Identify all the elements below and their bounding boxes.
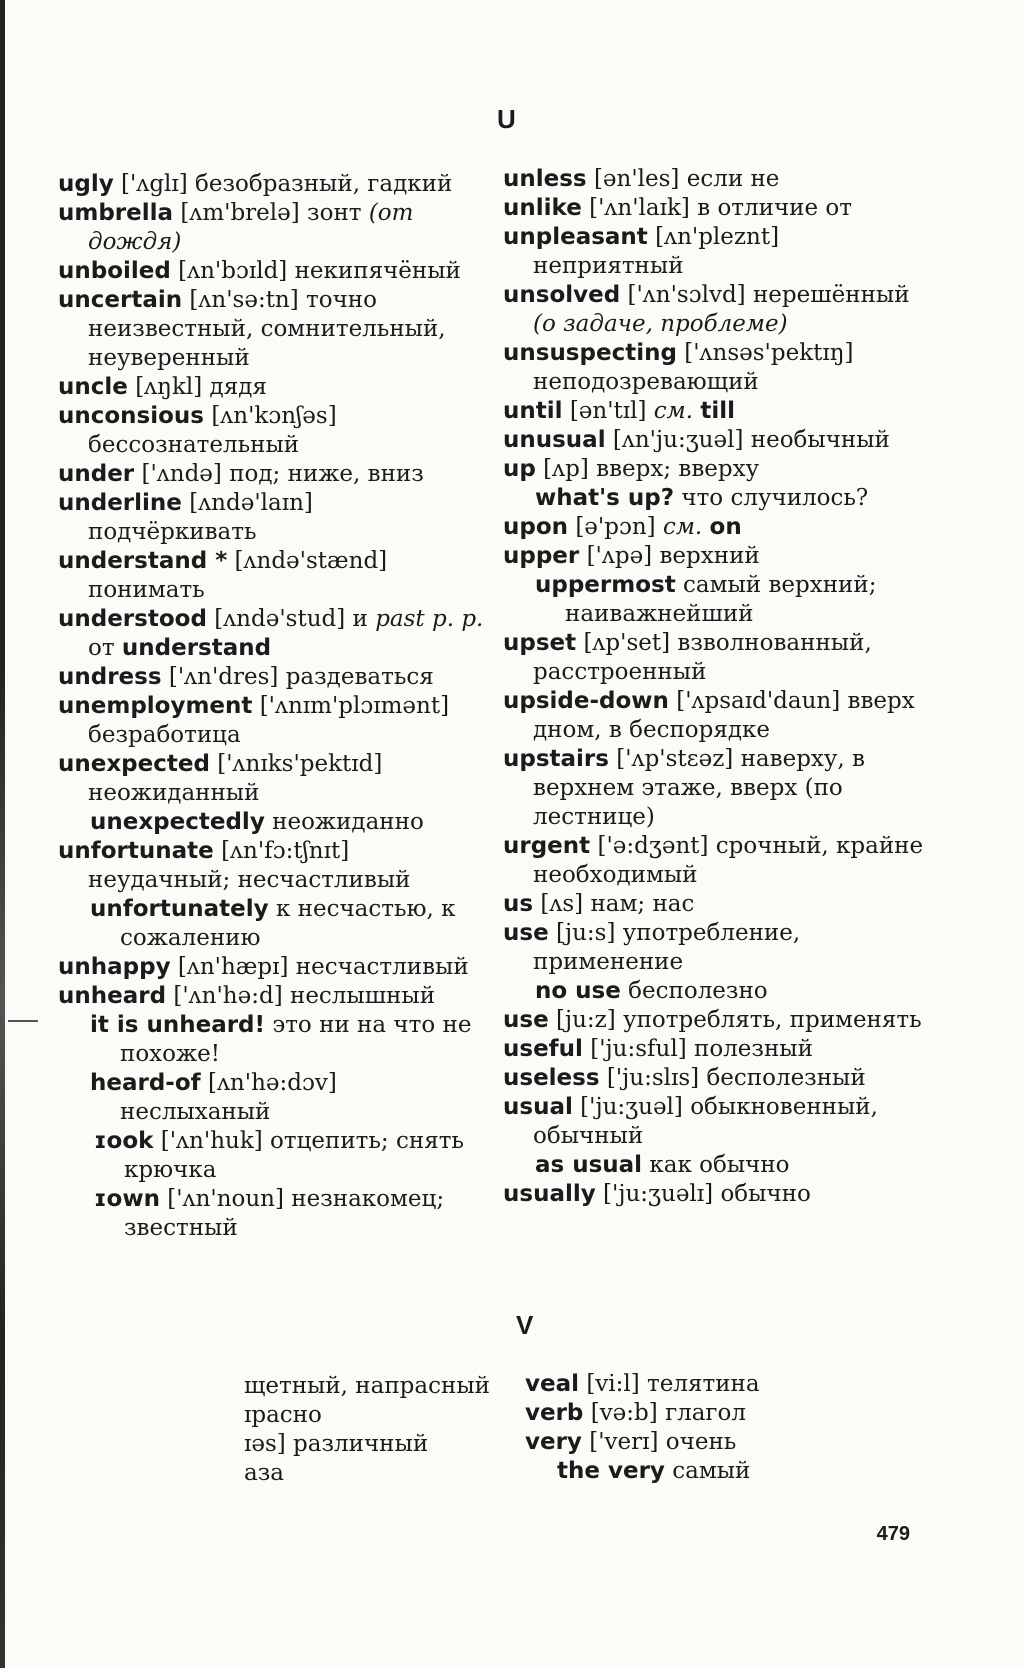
dictionary-entry xyxy=(58,1069,488,1127)
entry-headword: verb xyxy=(525,1400,584,1426)
entry-headword: ugly xyxy=(58,171,114,197)
entry-definition: бесполезный xyxy=(706,1065,866,1091)
dictionary-entry xyxy=(503,339,933,397)
entry-headword: under xyxy=(58,461,135,487)
entry-transcription: [ju:s] xyxy=(555,920,616,946)
entry-note: (от дождя) xyxy=(88,200,414,255)
entry-headword: heard-of xyxy=(90,1070,201,1096)
entry-headword: unsuspecting xyxy=(503,340,677,366)
dictionary-entry xyxy=(525,1428,955,1457)
dictionary-entry xyxy=(503,281,933,339)
entry-definition: неслыханый xyxy=(120,1099,271,1125)
entry-headword: uppermost xyxy=(535,572,676,598)
entry-transcription: [ʌŋkl] xyxy=(135,374,203,400)
entry-definition: от xyxy=(88,635,115,661)
entry-transcription: ['ʌnsəs'pektɪŋ] xyxy=(684,340,854,366)
entry-transcription: [vi:l] xyxy=(586,1371,640,1397)
entry-transcription: [və:b] xyxy=(590,1400,658,1426)
entry-headword: upstairs xyxy=(503,746,609,772)
entry-transcription: ['verɪ] xyxy=(589,1429,659,1455)
entry-definition: это ни на что не похоже! xyxy=(120,1012,472,1067)
entry-definition: подчёркивать xyxy=(88,519,257,545)
entry-definition: щетный, напрасный xyxy=(244,1373,490,1399)
entry-transcription: ['ju:sful] xyxy=(590,1036,687,1062)
entry-definition: ɪəs] различный xyxy=(244,1431,429,1457)
entry-headword: veal xyxy=(525,1371,579,1397)
entry-definition: глагол xyxy=(665,1400,746,1426)
entry-headword: underline xyxy=(58,490,182,516)
entry-definition: неприятный xyxy=(533,253,684,279)
entry-headword: unusual xyxy=(503,427,606,453)
dictionary-entry xyxy=(503,1093,933,1151)
entry-transcription: [ʌndə'laɪn] xyxy=(189,490,313,516)
entry-transcription: [ʌn'hə:dɔv] xyxy=(207,1070,337,1096)
entry-headword: upon xyxy=(503,514,569,540)
entry-note: см. xyxy=(662,514,703,540)
right-column-bottom xyxy=(525,1370,955,1486)
entry-transcription: [ʌp] xyxy=(543,456,589,482)
entry-headword: use xyxy=(503,920,549,946)
entry-headword: as usual xyxy=(535,1152,643,1178)
dictionary-entry xyxy=(503,1180,933,1209)
entry-transcription: ['ʌglɪ] xyxy=(121,171,188,197)
entry-headword: very xyxy=(525,1429,582,1455)
entry-definition: безработица xyxy=(88,722,241,748)
entry-headword: useful xyxy=(503,1036,583,1062)
dictionary-entry xyxy=(58,1185,488,1243)
entry-note: (о задаче, проблеме) xyxy=(533,311,788,337)
entry-transcription: ['ʌn'sɔlvd] xyxy=(627,282,746,308)
dictionary-entry xyxy=(244,1459,504,1488)
dictionary-entry xyxy=(58,199,488,257)
entry-headword: upset xyxy=(503,630,577,656)
dictionary-entry xyxy=(503,397,933,426)
entry-definition: как обычно xyxy=(649,1152,790,1178)
entry-headword: usual xyxy=(503,1094,573,1120)
entry-transcription: [ʌn'hæpɪ] xyxy=(177,954,289,980)
entry-definition: в отличие от xyxy=(697,195,852,221)
dictionary-entry xyxy=(503,542,933,571)
entry-transcription: ['ʌn'dres] xyxy=(168,664,279,690)
dictionary-entry xyxy=(503,745,933,832)
entry-headword: use xyxy=(503,1007,549,1033)
dictionary-entry xyxy=(503,1006,933,1035)
entry-headword: us xyxy=(503,891,534,917)
dictionary-entry xyxy=(503,687,933,745)
entry-transcription: [ən'les] xyxy=(593,166,680,192)
dictionary-entry xyxy=(503,484,933,513)
entry-transcription: ['ʌn'hə:d] xyxy=(173,983,283,1009)
entry-transcription: [ʌn'sə:tn] xyxy=(189,287,299,313)
entry-definition: к несчастью, к сожалению xyxy=(120,896,456,951)
entry-headword: uncertain xyxy=(58,287,183,313)
entry-definition: употребление, применение xyxy=(533,920,801,975)
entry-headword: urgent xyxy=(503,833,591,859)
left-column xyxy=(58,170,488,1243)
entry-transcription: ['ju:ʒuəl] xyxy=(580,1094,683,1120)
entry-definition: полезный xyxy=(694,1036,813,1062)
dictionary-entry xyxy=(503,832,933,890)
entry-transcription: ['ə:dʒənt] xyxy=(597,833,709,859)
entry-definition: дядя xyxy=(209,374,267,400)
entry-transcription: ['ʌn'noun] xyxy=(167,1186,284,1212)
entry-definition: наверху, в верхнем этаже, вверх (по лестнице) xyxy=(533,746,865,830)
entry-headword: unfortunately xyxy=(90,896,269,922)
dictionary-entry xyxy=(503,1151,933,1180)
entry-definition: вверх дном, в беспорядке xyxy=(533,688,915,743)
entry-headword: umbrella xyxy=(58,200,174,226)
entry-transcription: ['ʌn'laɪk] xyxy=(589,195,690,221)
entry-definition: безобразный, гадкий xyxy=(195,171,453,197)
entry-definition: бессознательный xyxy=(88,432,300,458)
dictionary-entry xyxy=(58,170,488,199)
entry-headword: it is unheard! xyxy=(90,1012,266,1038)
page-spine-shadow xyxy=(0,0,5,1668)
dictionary-entry xyxy=(503,165,933,194)
dictionary-entry xyxy=(58,982,488,1011)
entry-definition: бесполезно xyxy=(628,978,768,1004)
dictionary-entry xyxy=(525,1399,955,1428)
entry-transcription: [ju:z] xyxy=(555,1007,616,1033)
dictionary-entry xyxy=(58,895,488,953)
letter-heading-v: V xyxy=(516,1310,534,1340)
dictionary-entry xyxy=(58,257,488,286)
entry-transcription: [ən'tɪl] xyxy=(569,398,647,424)
entry-note: past xyxy=(375,606,425,632)
entry-definition: самый xyxy=(672,1458,751,1484)
page-number: 479 xyxy=(876,1523,910,1545)
entry-definition: вверх; вверху xyxy=(596,456,760,482)
entry-definition: очень xyxy=(665,1429,737,1455)
dictionary-entry xyxy=(58,692,488,750)
entry-definition: неожиданно xyxy=(272,809,424,835)
entry-headword: until xyxy=(503,398,563,424)
dictionary-entry xyxy=(503,194,933,223)
dictionary-entry xyxy=(503,1064,933,1093)
entry-definition: самый верхний; наиважнейший xyxy=(565,572,877,627)
entry-headword: understood xyxy=(58,606,207,632)
entry-transcription: ['ʌp'stɛəz] xyxy=(616,746,734,772)
entry-headword: unfortunate xyxy=(58,838,214,864)
entry-definition: телятина xyxy=(647,1371,760,1397)
entry-transcription: [ʌndə'stænd] xyxy=(234,548,388,574)
dictionary-entry xyxy=(58,460,488,489)
entry-headword: unboiled xyxy=(58,258,171,284)
entry-cross-reference: on xyxy=(709,514,742,540)
entry-headword: unpleasant xyxy=(503,224,648,250)
dictionary-entry xyxy=(503,629,933,687)
dictionary-entry xyxy=(244,1401,504,1430)
dictionary-entry xyxy=(244,1430,504,1459)
entry-headword: ɪook xyxy=(94,1128,154,1154)
dictionary-entry xyxy=(58,953,488,982)
entry-definition: нам; нас xyxy=(590,891,695,917)
entry-transcription: ['ʌn'huk] xyxy=(160,1128,263,1154)
entry-headword: useless xyxy=(503,1065,600,1091)
entry-headword: undress xyxy=(58,664,162,690)
dictionary-entry xyxy=(58,286,488,373)
entry-definition: некипячёный xyxy=(294,258,461,284)
dictionary-entry xyxy=(58,1127,488,1185)
entry-headword: unhappy xyxy=(58,954,171,980)
entry-definition: отцепить; снять крючка xyxy=(124,1128,464,1183)
entry-transcription: [ʌn'pleznt] xyxy=(655,224,780,250)
entry-headword: unsolved xyxy=(503,282,621,308)
dictionary-entry xyxy=(503,571,933,629)
entry-definition: аза xyxy=(244,1460,284,1486)
entry-headword: unconsious xyxy=(58,403,204,429)
entry-definition: раздеваться xyxy=(285,664,434,690)
entry-cross-reference: till xyxy=(700,398,736,424)
dictionary-entry xyxy=(503,919,933,977)
entry-definition: нерешённый xyxy=(752,282,910,308)
entry-definition: ɪрасно xyxy=(244,1402,322,1428)
entry-transcription: ['ju:ʒuəlɪ] xyxy=(603,1181,714,1207)
entry-transcription: [ʌs] xyxy=(540,891,584,917)
entry-headword: uncle xyxy=(58,374,128,400)
entry-definition: точно неизвестный, сомнительный, неуверенный xyxy=(88,287,446,371)
dictionary-entry xyxy=(503,1035,933,1064)
entry-transcription: ['ʌpsaɪd'daun] xyxy=(676,688,841,714)
entry-headword: upper xyxy=(503,543,580,569)
entry-headword: what's up? xyxy=(535,485,675,511)
dictionary-entry xyxy=(58,605,488,663)
entry-headword: usually xyxy=(503,1181,596,1207)
dictionary-entry xyxy=(58,837,488,895)
entry-headword: unemployment xyxy=(58,693,253,719)
entry-headword: no use xyxy=(535,978,621,1004)
entry-headword: unlike xyxy=(503,195,582,221)
entry-definition: необычный xyxy=(750,427,890,453)
entry-definition: обыкновенный, обычный xyxy=(533,1094,878,1149)
letter-heading-u: U xyxy=(497,104,516,134)
entry-transcription: [ə'pɔn] xyxy=(575,514,656,540)
dictionary-entry xyxy=(244,1372,504,1401)
entry-headword: unexpectedly xyxy=(90,809,265,835)
entry-headword: unexpected xyxy=(58,751,210,777)
entry-headword: ɪown xyxy=(94,1186,160,1212)
entry-cross-reference: understand xyxy=(121,635,272,661)
dictionary-entry xyxy=(503,455,933,484)
entry-note: p. p. xyxy=(431,606,484,632)
entry-transcription: ['ʌnɪks'pektɪd] xyxy=(217,751,383,777)
entry-headword: understand * xyxy=(58,548,228,574)
entry-transcription: [ʌn'ju:ʒuəl] xyxy=(612,427,744,453)
entry-definition: что случилось? xyxy=(681,485,869,511)
entry-definition: неожиданный xyxy=(88,780,260,806)
entry-transcription: ['ʌndə] xyxy=(141,461,222,487)
dictionary-entry xyxy=(58,373,488,402)
entry-definition: верхний xyxy=(659,543,760,569)
dictionary-entry xyxy=(503,513,933,542)
entry-definition: срочный, крайне необходимый xyxy=(533,833,924,888)
dictionary-entry xyxy=(58,808,488,837)
entry-transcription: ['ʌpə] xyxy=(586,543,653,569)
dictionary-entry xyxy=(58,402,488,460)
entry-definition: употреблять, применять xyxy=(623,1007,922,1033)
entry-definition: неслышный xyxy=(289,983,436,1009)
entry-definition: неудачный; несчастливый xyxy=(88,867,411,893)
right-column xyxy=(503,165,933,1209)
dictionary-entry xyxy=(58,1011,488,1069)
entry-transcription: [ʌn'kɔnʃəs] xyxy=(211,403,337,429)
dictionary-entry xyxy=(503,977,933,1006)
entry-headword: unheard xyxy=(58,983,167,1009)
margin-mark xyxy=(8,1020,38,1022)
entry-definition: под; ниже, вниз xyxy=(229,461,424,487)
entry-headword: the very xyxy=(557,1458,665,1484)
entry-definition: обычно xyxy=(720,1181,811,1207)
left-column-bottom xyxy=(244,1372,504,1488)
dictionary-entry xyxy=(525,1370,955,1399)
dictionary-entry xyxy=(58,663,488,692)
entry-definition: понимать xyxy=(88,577,205,603)
entry-transcription: [ʌm'brelə] xyxy=(180,200,300,226)
dictionary-entry xyxy=(503,223,933,281)
entry-transcription: [ʌn'bɔɪld] xyxy=(178,258,288,284)
entry-definition: неподозревающий xyxy=(533,369,759,395)
entry-transcription: [ʌp'set] xyxy=(583,630,671,656)
entry-definition: несчастливый xyxy=(295,954,469,980)
dictionary-entry xyxy=(58,489,488,547)
entry-transcription: ['ʌnɪm'plɔɪmənt] xyxy=(259,693,450,719)
entry-transcription: [ʌn'fɔ:tʃnɪt] xyxy=(221,838,350,864)
entry-definition: и xyxy=(352,606,368,632)
entry-definition: если не xyxy=(686,166,780,192)
entry-transcription: ['ju:slɪs] xyxy=(606,1065,700,1091)
dictionary-entry xyxy=(503,426,933,455)
entry-definition: незнакомец; звестный xyxy=(124,1186,445,1241)
entry-definition: зонт xyxy=(307,200,362,226)
dictionary-entry xyxy=(58,750,488,808)
dictionary-entry xyxy=(58,547,488,605)
entry-transcription: [ʌndə'stud] xyxy=(214,606,346,632)
entry-headword: up xyxy=(503,456,536,482)
entry-headword: upside-down xyxy=(503,688,669,714)
entry-headword: unless xyxy=(503,166,587,192)
entry-definition: взволнованный, расстроенный xyxy=(533,630,872,685)
dictionary-entry xyxy=(525,1457,955,1486)
entry-note: см. xyxy=(653,398,694,424)
dictionary-entry xyxy=(503,890,933,919)
